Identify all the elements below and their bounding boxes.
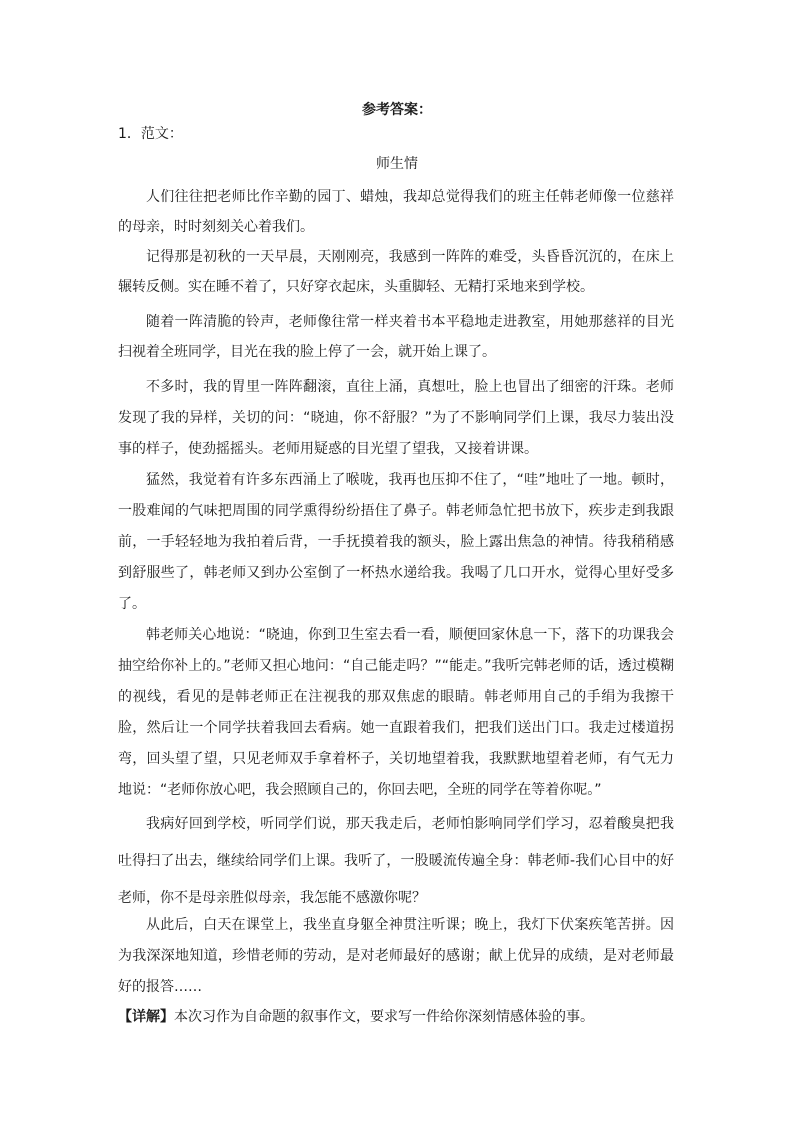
detail-tag: 【详解】 [118,1009,174,1025]
essay-paragraph: 韩老师关心地说：“晓迪，你到卫生室去看一看，顺便回家休息一下，落下的功课我会抽空给你补上的。”老师又担心地问：“自己能走吗？”“能走。”我听完韩老师的话，透过模糊的视线，看见的是韩老师正在注视我的那双焦虑的眼睛。韩老师用自己的手绢为我擦干脸，然后让一个同学扶着我回去看病。她一直跟着我们，把我们送出门口。我走过楼道拐弯，回头望了望，只见老师双手拿着杯子，关切地望着我，我默默地望着老师，有气无力地说：“老师你放心吧，我会照顾自己的，你回去吧，全班的同学在等着你呢。” [118,627,674,798]
essay-paragraph: 不多时，我的胃里一阵阵翻滚，直往上涌，真想吐，脸上也冒出了细密的汗珠。老师发现了我的异样，关切的问：“晓迪，你不舒服？”为了不影响同学们上课，我尽力装出没事的样子，使劲摇摇头。老师用疑惑的目光望了望我，又接着讲课。 [118,379,674,457]
answer-heading: 参考答案： [362,102,432,118]
essay-paragraph: 猛然，我觉着有许多东西涌上了喉咙，我再也压抑不住了，“哇”地吐了一地。顿时，一股难闻的气味把周围的同学熏得纷纷捂住了鼻子。韩老师急忙把书放下，疾步走到我跟前，一手轻轻地为我拍着后背，一手抚摸着我的额头，脸上露出焦急的神情。待我稍稍感到舒服些了，韩老师又到办公室倒了一杯热水递给我。我喝了几口开水，觉得心里好受多了。 [118,472,674,612]
essay-paragraph: 记得那是初秋的一天早晨，天刚刚亮，我感到一阵阵的难受，头昏昏沉沉的，在床上辗转反侧。实在睡不着了，只好穿衣起床，头重脚轻、无精打采地来到学校。 [118,249,674,295]
detail-section [118,1005,678,1029]
essay-paragraph: 人们往往把老师比作辛勤的园丁、蜡烛，我却总觉得我们的班主任韩老师像一位慈祥的母亲，时时刻刻关心着我们。 [118,189,674,235]
detail-text: 本次习作为自命题的叙事作文，要求写一件给你深刻情感体验的事。 [174,1009,594,1025]
essay-paragraph: 随着一阵清脆的铃声，老师像往常一样夹着书本平稳地走进教室，用她那慈祥的目光扫视着全班同学，目光在我的脸上停了一会，就开始上课了。 [118,314,674,360]
question-number: 1．范文： [118,126,183,142]
essay-paragraph: 我病好回到学校，听同学们说，那天我走后，老师怕影响同学们学习，忍着酸臭把我吐得扫了出去，继续给同学们上课。我听了，一股暖流传遍全身：韩老师-我们心目中的好老师，你不是母亲胜似母亲，我怎能不感激你呢？ [118,816,674,906]
essay-title: 师生情 [376,156,418,172]
essay-paragraph: 从此后，白天在课堂上，我坐直身躯全神贯注听课；晚上，我灯下伏案疾笔苦拼。因为我深深地知道，珍惜老师的劳动，是对老师最好的感谢；献上优异的成绩，是对老师最好的报答…… [118,917,674,995]
